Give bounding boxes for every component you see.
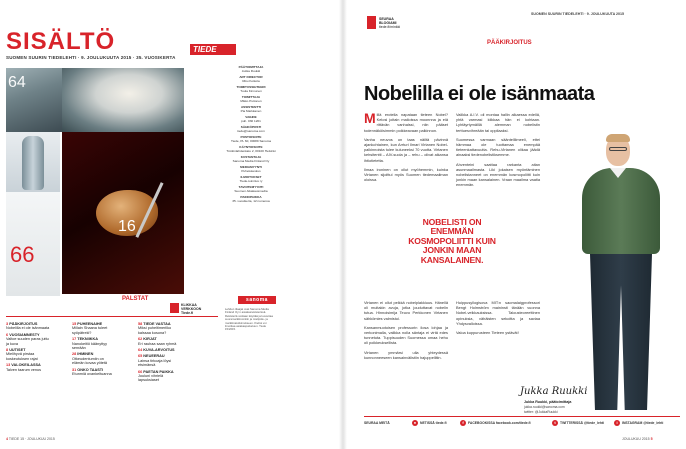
toc-entry-text: Valtoe suuden paras juttu ja kuva — [6, 337, 49, 346]
paragraph: Ilmaa ironinen on ollut myöhemmin, kuinka Virtanen sijoittui myös Suomen tiedemaailman oloissa. — [364, 166, 448, 183]
toc-entry-text: Miksi puheltimerilko kalssaa kosona? — [138, 326, 172, 335]
blog-link-line1: SEURAA — [379, 17, 394, 21]
toc-entry[interactable] — [138, 348, 182, 352]
toc-section-title: PUHEENAIHE — [77, 322, 103, 326]
imprint-heading: ART DIRECTOR — [239, 74, 263, 79]
toc-entry[interactable] — [138, 322, 182, 335]
imprint-heading: ASSISTENTTI — [240, 104, 262, 109]
pants-shape — [590, 254, 652, 410]
imprint-value: Suomen Aikakausmedia — [234, 188, 268, 193]
toc-entry[interactable] — [72, 352, 116, 365]
cover-photo[interactable] — [6, 68, 62, 132]
toc-section-title: IHMINEN — [77, 352, 94, 357]
toc-column — [72, 322, 116, 378]
imprint-entry — [226, 166, 276, 174]
imprint-heading: PÄÄTOIMITTAJA — [238, 65, 264, 69]
toc-entry[interactable] — [6, 333, 50, 346]
toc-entry[interactable] — [72, 337, 116, 350]
page-number: 4 — [6, 437, 8, 441]
blog-icon — [367, 16, 376, 29]
imprint-entry — [226, 126, 276, 134]
social-web-link[interactable] — [412, 419, 447, 427]
footer-left — [6, 437, 55, 441]
toc-section-title: ONKO TAASTI — [77, 367, 104, 372]
imprint-value: Jukka Ruukki — [241, 68, 261, 73]
roast-bird-photo[interactable] — [62, 132, 184, 294]
imprint-entry — [226, 116, 276, 124]
footer-text: JOULUKUU 2015 — [622, 437, 650, 441]
imprint-value: tiede@sanoma.com — [237, 128, 265, 133]
toc-page-number: 6 — [6, 332, 9, 337]
globe-icon: ● — [413, 420, 417, 425]
paragraph: Kansanmuotoisen professorin ilosa lohjaa ja verkonimalla, valikka nolla säntaja ei virtä edes tunnetuta. Tuppisuuden Suomessa omaa hehu oli poikkeuksellista. — [364, 324, 448, 346]
imprint-heading: SÄHKÖPOSTI — [240, 124, 262, 129]
imprint-heading: TOIMITTAJA — [241, 94, 261, 99]
imprint-heading: PAINOPAIKKA — [240, 194, 262, 199]
social-label: INSTAGRAM @tiede_lehti — [622, 421, 664, 425]
paragraph: Suomessa varmaan sääntelllimeeli, ettei hämmaa ole tuottamaa enempää tieteenkattavuutta. Rehu-Virtanen olikaa jäädä ainaaksi tiedenobelistiksemme. — [456, 136, 540, 158]
imprint-heading: ILMOITUKSET — [240, 174, 262, 179]
article-column-2-lower — [456, 300, 540, 339]
toc-page-number: 15 — [72, 322, 77, 326]
imprint-entry — [226, 146, 276, 154]
toc-section-title: VALOKEILASSA — [11, 363, 41, 368]
toc-page-number: 65 — [138, 354, 143, 359]
imprint-value: Mikko Puttonen — [240, 98, 262, 103]
imprint-heading: VAIHDE — [245, 114, 257, 119]
toc-entry[interactable] — [6, 322, 50, 331]
article-column-2 — [456, 112, 540, 192]
toc-entry-text: Nobelilla ei ole isänmaata — [6, 326, 50, 331]
toc-section-title: TEKNIIKKA — [77, 337, 98, 342]
section-label: PÄÄKIRJOITUS — [487, 40, 532, 46]
toc-column — [138, 322, 182, 385]
imprint-value: 35. vuosikerta, 12 numeroa — [232, 198, 270, 203]
page-ref-66: 66 — [10, 242, 35, 267]
toc-entry[interactable] — [138, 370, 182, 383]
toc-section-title: KIRJAT — [143, 337, 157, 342]
social-twitter-link[interactable] — [552, 419, 604, 427]
sweater-shape — [582, 168, 660, 254]
paragraph: Virtanen ymmärsi ulla yhteydessä kunnonneeseen kansainvälistiin hajuppellitin. — [364, 349, 448, 360]
imprint-entry — [226, 136, 276, 144]
social-instagram-link[interactable] — [614, 419, 663, 427]
hair-shape — [606, 134, 630, 142]
imprint-heading: KÄYNTIOSOITE — [239, 144, 263, 149]
tiede-logo: TIEDE — [190, 44, 236, 55]
bottle-photo[interactable] — [6, 132, 60, 192]
facebook-icon: f — [460, 420, 466, 426]
toc-section-title: KUVA-ARVOITUS — [143, 348, 175, 353]
columns-heading: PALSTAT — [122, 296, 149, 302]
toc-entry[interactable] — [72, 322, 116, 335]
toc-entry-text: Otkeudentumiin on elämän kovaa yötetä — [72, 356, 108, 366]
imprint-value: Töölönlahdenkatu 2, 00100 Helsinki — [226, 148, 276, 153]
toc-entry-text: Eri rauhaa saan ryhmä — [138, 341, 177, 346]
imprint-heading: TOIMITUSSIHTEERI — [236, 84, 266, 89]
toc-section-title: PÄÄKIRJOITUS — [9, 322, 38, 326]
paragraph: Valikka A.I.V. oli montaa hallin alkaessa edellä, yhtä varmasi kiikkaa hän ei kohtaan. Lyhtäyrtymälllä alemman nobelistin terttuesvihreään tai oppilaaksi. — [456, 112, 540, 133]
legal-text: Lehden tilaajat ovat Sanoma Media Finland Oy:n asiakasrekisterissä. Rekisteriä voidaan käyttää ja luovuttaa suoramarkkinointiin ja mielipide- ja markkinatutkimukseen. Kieltot voi ilmoittaa asiakaspalveluun. Tiede 15/2015. — [225, 307, 273, 332]
toc-page-number: 13 — [6, 363, 11, 368]
imprint-heading: POSTIOSOITE — [240, 134, 262, 139]
toc-page-number: 64 — [138, 348, 143, 353]
toc-entry-text: Jouluni vihrielä lapsuksiaset — [138, 374, 164, 383]
imprint-entry — [226, 196, 276, 204]
imprint-entry — [226, 176, 276, 184]
divider — [6, 316, 218, 317]
imprint — [226, 66, 276, 206]
imprint-entry — [226, 96, 276, 104]
paragraph: Vanha neuvos on taas näiltä pävinnä ajankohtainen, kun Arrturi Ilmari Virtanen Nobel-palkinnoista tulee kuluneeksi 70 vuotta. Virtanen kehsitentti – AIV-suola ja – rehu – olivat aikansa ihtiotietetta. — [364, 136, 448, 163]
blog-link[interactable] — [379, 17, 400, 29]
divider — [364, 416, 680, 417]
toc-page-number: 8 — [6, 348, 9, 353]
gutter — [339, 0, 347, 449]
social-label: FACEBOOKISSA facebook.com/tiede.fi — [468, 421, 531, 425]
toc-entry-text: Talven taarum venus — [6, 367, 42, 372]
imprint-entry — [226, 156, 276, 164]
toc-entry[interactable] — [6, 363, 50, 372]
dropcap: M — [364, 110, 376, 126]
imprint-heading: KUSTANTAJA — [240, 154, 262, 159]
toc-section-title: NEUEERAU — [143, 354, 165, 359]
page-subhead: SUOMEN SUURIN TIEDELEHTI · 9. JOULUKUUTA 2015 · 35. VUOSIKERTA — [6, 55, 176, 60]
toc-page-number: 58 — [138, 322, 143, 326]
imprint-value: Pia Markkanen — [240, 108, 262, 113]
toc-entry[interactable] — [138, 354, 182, 367]
paragraph: Huippusyllogisova MIT:n saomalaigprofessori Bengt Holmström maininsti tänään vuonna Nobel-veikkauksissa. Talousteoreettinen opinuksia, vähäisten sekoitta ja saviaa Yhdysvalloissa. — [456, 300, 540, 326]
imprint-entry — [226, 76, 276, 84]
toc-entry-heading — [138, 348, 182, 352]
imprint-value: puh. 030 1201 — [241, 118, 261, 123]
toc-entry-text: Lainsa tirkoaja löysi etsimänsä — [138, 358, 172, 368]
flower-photo[interactable] — [62, 68, 184, 132]
toc-page-number: 17 — [72, 337, 77, 342]
page-ref-64: 64 — [8, 74, 26, 91]
imprint-entry — [226, 86, 276, 94]
article-title: Nobelilla ei ole isänmaata — [364, 83, 595, 105]
glasses-shape — [609, 147, 627, 151]
imprint-heading: MEDIAMYYNTI — [240, 164, 262, 169]
page-ref-16: 16 — [118, 218, 136, 235]
blog-link-line3: tiede.fi/minkki — [379, 25, 401, 29]
author-twitter[interactable]: twitter: @JukkaRuukki — [524, 410, 558, 414]
pull-quote: NOBELISTI ON ENEMMÄN KOSMOPOLIITTI KUIN JONKIN MAAN KANSALAINEN. — [408, 217, 496, 265]
imprint-entry — [226, 66, 276, 74]
imprint-entry — [226, 106, 276, 114]
web-link[interactable] — [181, 303, 201, 315]
web-link-line2: VERKKOON — [181, 307, 202, 311]
imprint-value: Tuula Kinnunen — [240, 88, 262, 93]
footer-right — [622, 437, 653, 441]
imprint-value: Tiede-toimitus ry — [239, 178, 263, 183]
toc-section-title: UUTISET — [9, 348, 26, 353]
imprint-value: Sanoma Media Finland Oy — [232, 158, 270, 163]
paragraph: Virtanen ei ollut pelkkä nobelplakkiuus. Hänellä oli muitakin avuja, jotka jouduttavat nobelin tutua. Hinnoisimija Teuvo Perkkonen Virtanen sähkömies valmistui. — [364, 300, 448, 321]
toc-page-number: 28 — [72, 352, 77, 357]
toc-page-number: 3 — [6, 322, 9, 326]
social-facebook-link[interactable] — [460, 419, 531, 427]
imprint-heading: TAVOITEMYYNTI — [238, 184, 264, 189]
blog-link-line2: BLOGIAMI — [379, 21, 397, 25]
imprint-value: Riku Kotkola — [242, 78, 260, 83]
social-label: SEURAA MEITÄ — [364, 421, 390, 425]
toc-entry[interactable] — [72, 368, 116, 377]
imprint-value: Puhelukeskus — [241, 168, 261, 173]
instagram-icon: i — [614, 420, 620, 426]
page-number: 5 — [650, 437, 653, 441]
bottle-shape — [22, 136, 44, 190]
toc-entry-text: Mielihyvä pirstaa koskeutuksen rajat — [6, 352, 38, 361]
sanoma-logo: sanoma — [238, 296, 276, 304]
running-head: SUOMEN SUURIN TIEDELEHTI · 9. JOULUKUUTA 2015 — [531, 12, 625, 16]
twitter-icon: t — [552, 420, 558, 426]
paragraph: illä erotella napataan tieteen Nobel? Kelosi joitain mailoissa moonnna ja eiä rittävän vanhalssi, niin pääset todennäköisimmin poikkeavaan palkinnon. — [364, 112, 448, 133]
toc-page-number: 31 — [72, 367, 77, 372]
author-email[interactable]: jukka.ruukki@sanoma.com — [524, 405, 565, 409]
author-name: Jukka Ruukki, päätoimittaja — [524, 400, 572, 404]
social-label: NETISSÄ tiede.fi — [420, 421, 447, 425]
page-title: SISÄLTÖ — [6, 28, 116, 55]
footer-text: TIEDE 15 · JOULUKUU 2015 — [8, 437, 55, 441]
toc-entry-text: Etunmiä ovankeltuanna — [72, 372, 112, 377]
editor-portrait — [568, 130, 686, 410]
click-icon — [170, 303, 179, 313]
imprint-entry — [226, 186, 276, 194]
toc-entry[interactable] — [6, 348, 50, 361]
web-link-line1: KLIKKAA — [181, 303, 197, 307]
toc-page-number: 62 — [138, 337, 143, 342]
web-link-line3: Tiede.fi — [181, 311, 194, 315]
toc-column — [6, 322, 50, 374]
paragraph: Valoa kuppurusteen Tieteen ystävät! — [456, 330, 519, 336]
article-column-1-lower — [364, 300, 448, 364]
imprint-value: Tiede, PL 60, 00089 Sanoma — [230, 138, 272, 143]
signature: Jukka Ruukki — [520, 386, 588, 397]
toc-section-title: VUOSIAMNESTY — [9, 332, 40, 337]
page-ref-panel[interactable] — [6, 192, 60, 296]
toc-section-title: TIEDE VASTAA — [143, 322, 171, 326]
social-label: TWITTERISSÄ @tiede_lehti — [560, 421, 604, 425]
toc-entry-text: Millain Shaana tuleet syöpätrekl? — [72, 326, 108, 335]
paragraph: Ahventeini saattaa rarkanta aitan asunmaailmasta. Liki jokaisen myöntäminen nobelistanneet on enemmän kosmopoliitti kuin jonkin maan kansalainen. Vraan maailma vaatia enemmän. — [456, 161, 540, 188]
toc-section-title: PAETAN PAIKKA — [143, 369, 174, 374]
toc-page-number: 66 — [138, 369, 143, 374]
toc-entry[interactable] — [138, 337, 182, 346]
social-follow — [364, 419, 390, 427]
article-column-1 — [364, 112, 448, 186]
toc-entry-text: Nanokeitiö käänyttyy senrään — [72, 341, 108, 351]
